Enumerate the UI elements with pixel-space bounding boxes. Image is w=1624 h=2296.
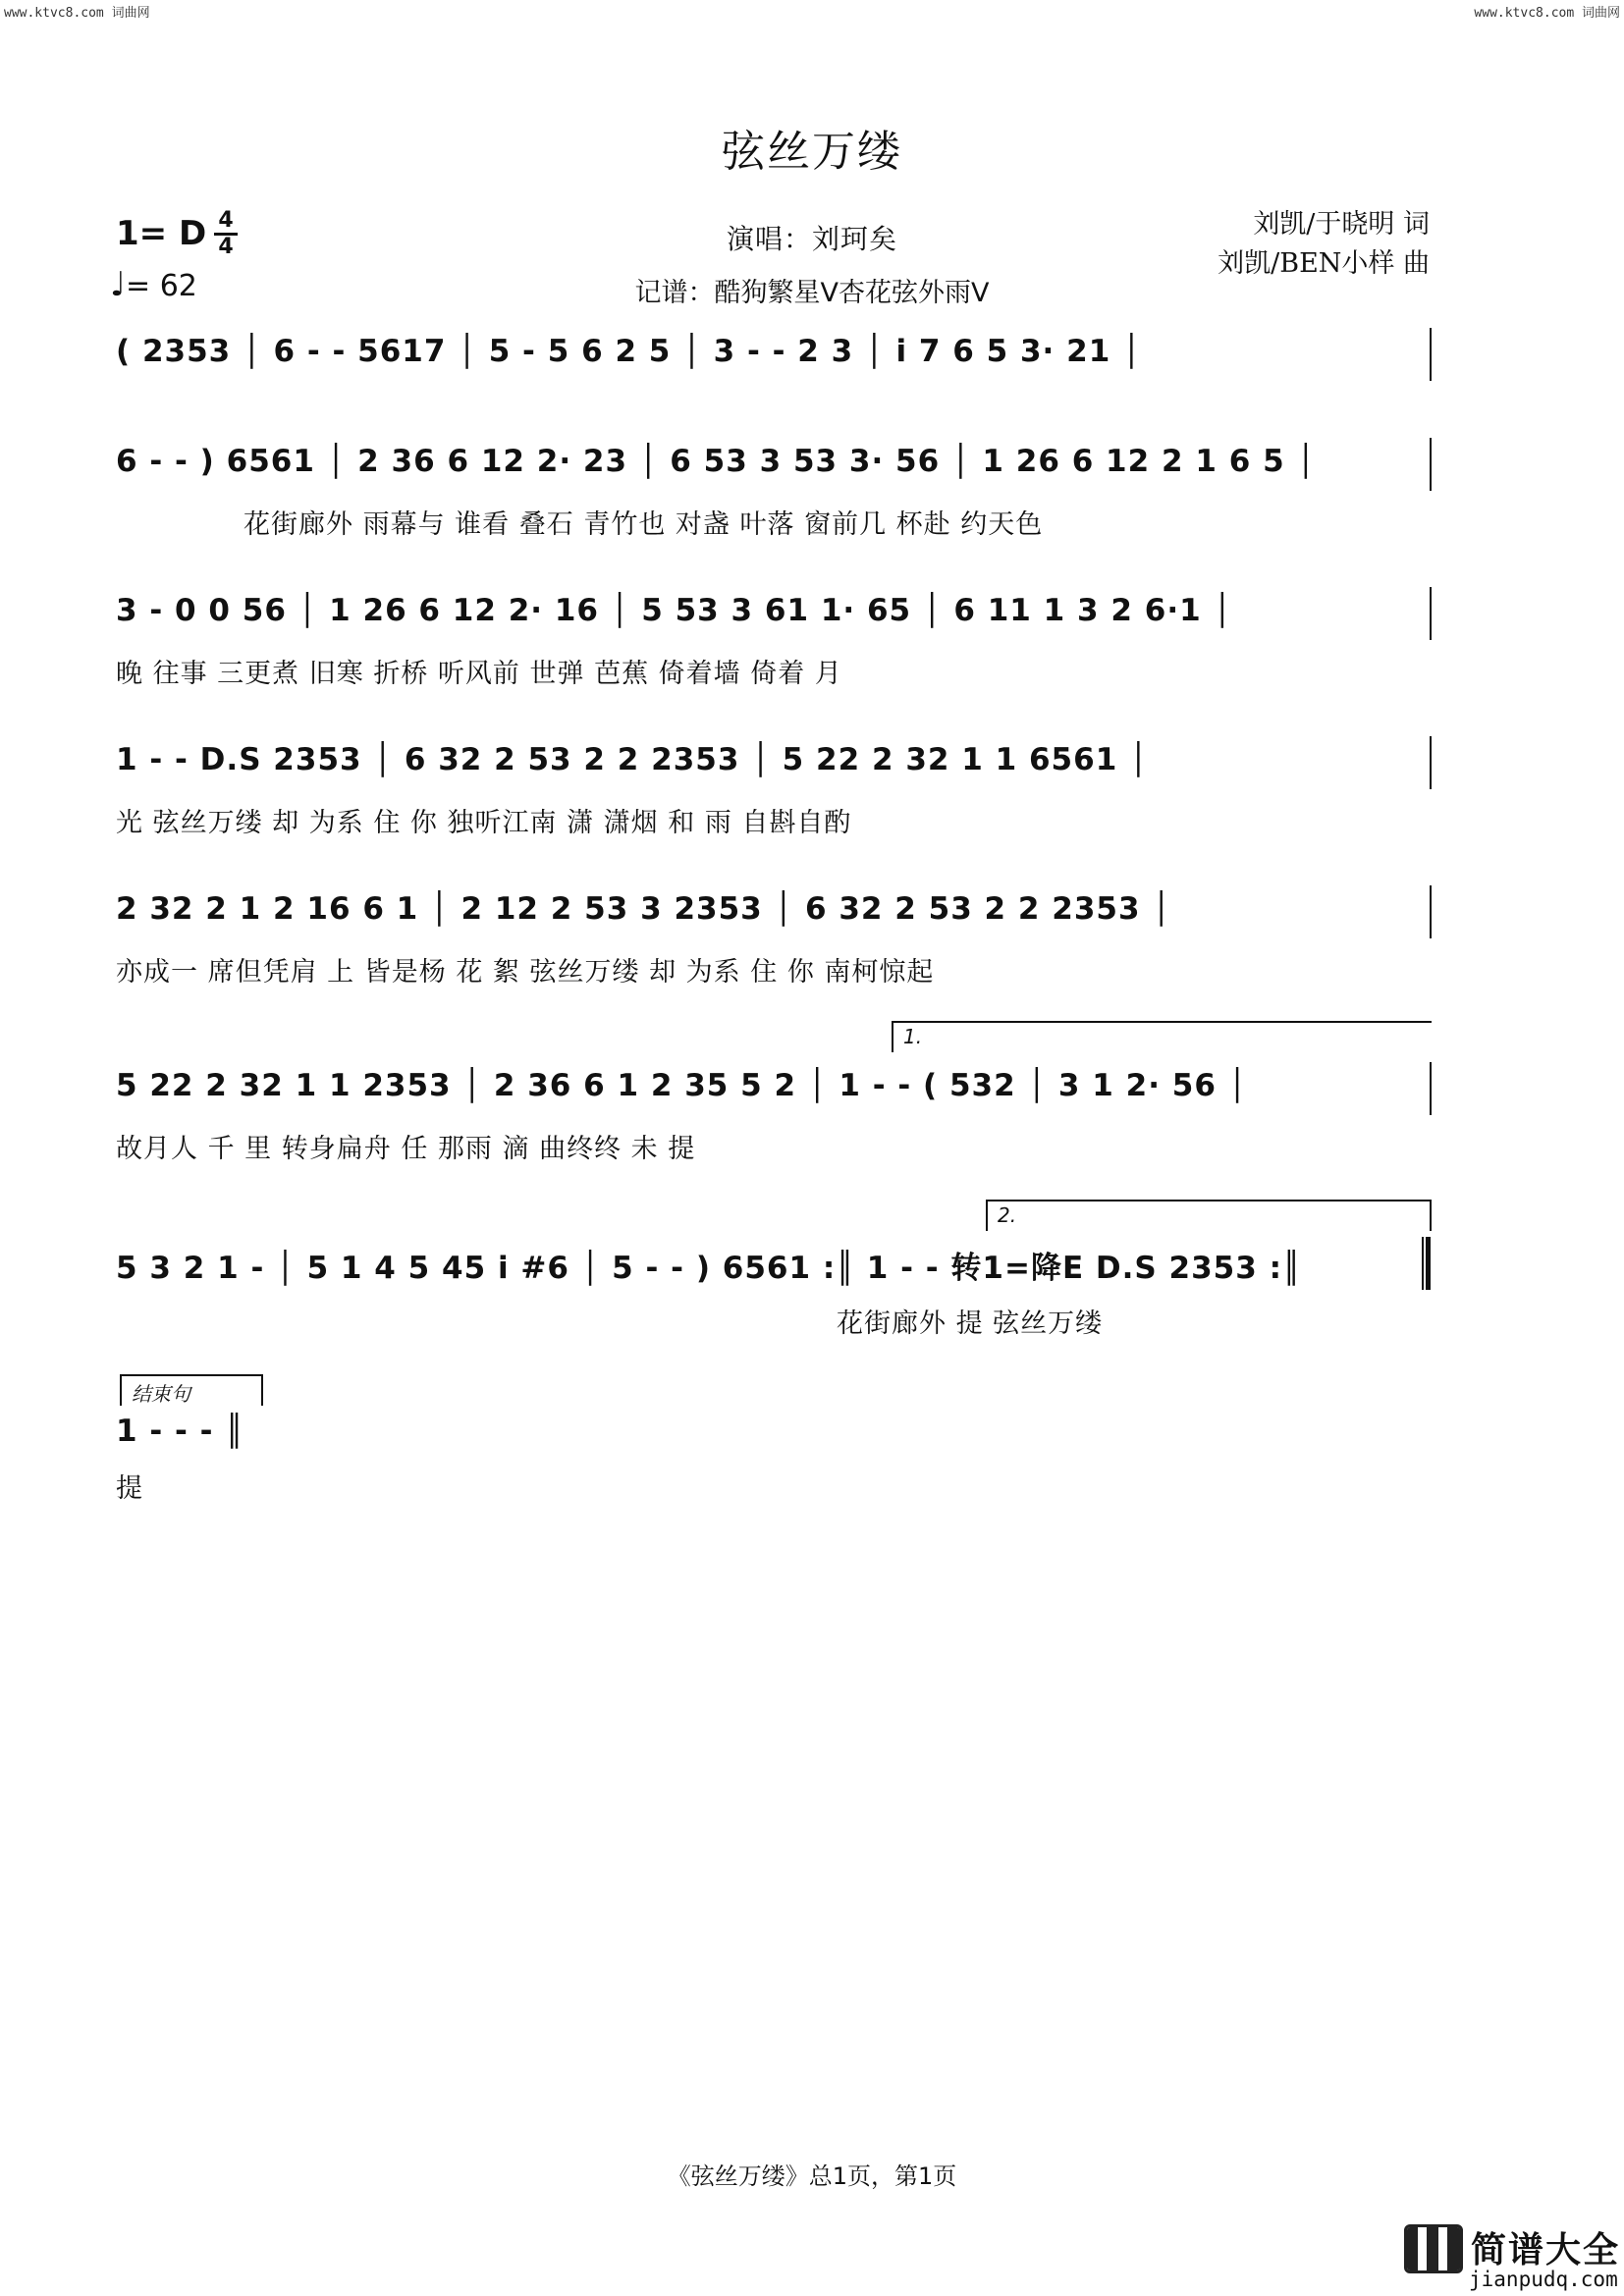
notation-row-1: ( 2353 │ 6 - - 5617 │ 5 - 5 6 2 5 │ 3 - - 2 3 │ i 7 6 5 3· 21 │ (116, 334, 1142, 369)
logo-name: 简谱大全 (1471, 2230, 1621, 2270)
page-footer: 《弦丝万缕》总1页，第1页 (667, 2163, 957, 2190)
notation-row-3: 3 - 0 0 56 │ 1 26 6 12 2· 16 │ 5 53 3 61 1· 65 │ 6 11 1 3 2 6·1 │ (116, 593, 1233, 628)
lyrics-row-3: 晚 往事 三更煮 旧寒 折桥 听风前 世弹 芭蕉 倚着墙 倚着 月 (116, 659, 842, 689)
lyrics-row-8: 提 (116, 1473, 143, 1504)
tempo-value: = 62 (126, 269, 197, 303)
key-signature: 1= D (116, 214, 207, 253)
notation-row-6: 5 22 2 32 1 1 2353 │ 2 36 6 1 2 35 5 2 │ 1 - - ( 532 │ 3 1 2· 56 │ (116, 1068, 1248, 1103)
lyrics-row-5: 亦成一 席但凭肩 上 皆是杨 花 絮 弦丝万缕 却 为系 住 你 南柯惊起 (116, 957, 935, 988)
logo-site: jianpudq.com (1469, 2268, 1618, 2291)
time-signature-top: 4 (218, 208, 234, 233)
lyrics-row-4: 光 弦丝万缕 却 为系 住 你 独听江南 潇 潇烟 和 雨 自斟自酌 (116, 808, 852, 838)
notation-row-2: 6 - - ) 6561 │ 2 36 6 12 2· 23 │ 6 53 3 53 3· 56 │ 1 26 6 12 2 1 6 5 │ (116, 444, 1317, 479)
notation-row-8: 1 - - - ║ (116, 1414, 245, 1449)
composer-credit: 刘凯/BEN小样 曲 (1218, 248, 1430, 279)
piano-keys-icon (1404, 2224, 1463, 2273)
coda-bracket (120, 1374, 263, 1406)
ending-label: 1. (903, 1025, 923, 1048)
singer-line: 演唱：刘珂矣 (726, 223, 897, 255)
lyricist-credit: 刘凯/于晓明 词 (1253, 209, 1430, 240)
lyrics-row-6: 故月人 千 里 转身扁舟 任 那雨 滴 曲终终 未 提 (116, 1134, 696, 1164)
song-title: 弦丝万缕 (722, 127, 902, 177)
watermark-left: www.ktvc8.com 词曲网 (4, 6, 150, 21)
second-ending-bracket (986, 1200, 1432, 1231)
barline (1430, 1062, 1432, 1115)
barline (1430, 587, 1432, 640)
lyrics-row-2: 花街廊外 雨幕与 谁看 叠石 青竹也 对盏 叶落 窗前几 杯赴 约天色 (244, 509, 1044, 540)
quarter-note-icon: ♩ (110, 265, 127, 304)
time-signature-bottom: 4 (218, 235, 234, 259)
ending-label: 2. (998, 1203, 1017, 1227)
barline (1430, 328, 1432, 381)
notation-row-5: 2 32 2 1 2 16 6 1 │ 2 12 2 53 3 2353 │ 6 32 2 53 2 2 2353 │ (116, 891, 1172, 927)
barline (1430, 885, 1432, 938)
transcriber-line: 记谱：酷狗繁星V杏花弦外雨V (634, 278, 990, 308)
notation-row-4: 1 - - D.S 2353 │ 6 32 2 53 2 2 2353 │ 5 22 2 32 1 1 6561 │ (116, 742, 1149, 777)
first-ending-bracket (892, 1021, 1432, 1052)
barline (1430, 438, 1432, 491)
ending-label: 结束句 (132, 1382, 190, 1406)
repeat-end-barline (1422, 1237, 1431, 1290)
barline (1430, 736, 1432, 789)
watermark-right: www.ktvc8.com 词曲网 (1474, 6, 1620, 21)
site-logo[interactable] (1404, 2220, 1624, 2296)
lyrics-row-7: 花街廊外 提 弦丝万缕 (837, 1308, 1104, 1339)
notation-row-7: 5 3 2 1 - │ 5 1 4 5 45 i #6 │ 5 - - ) 6561 :║ 1 - - 转1=降E D.S 2353 :║ (116, 1251, 1302, 1286)
